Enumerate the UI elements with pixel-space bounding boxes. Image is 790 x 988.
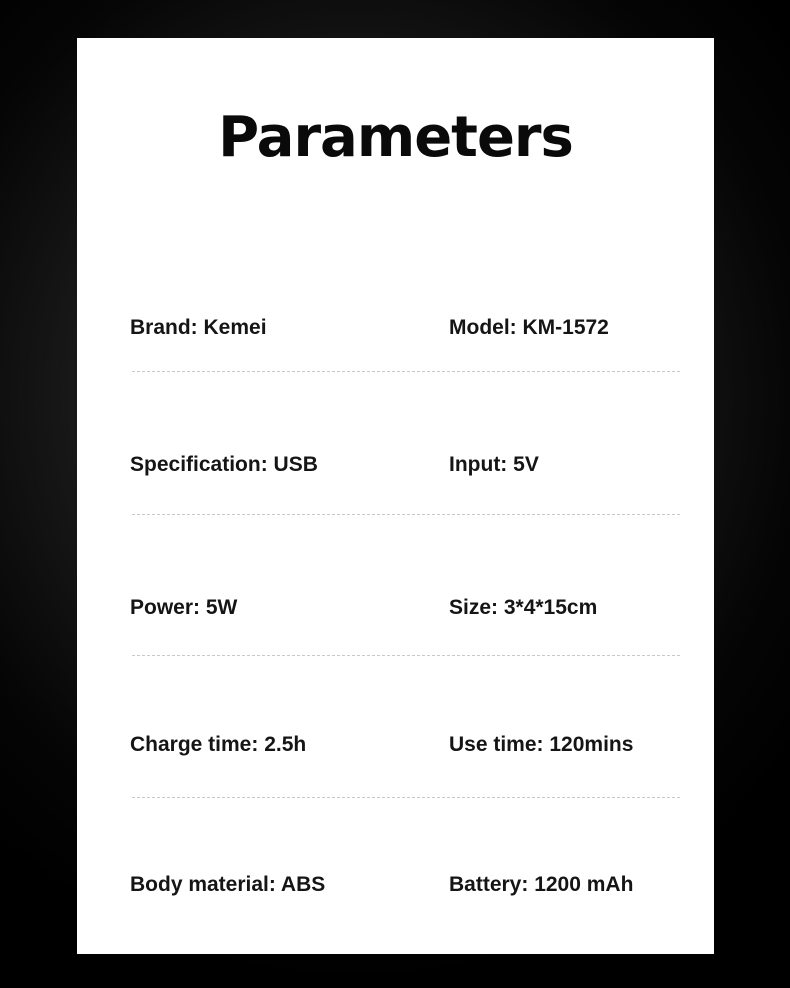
param-input: Input: 5V: [449, 453, 539, 476]
param-specification: Specification: USB: [130, 453, 318, 476]
param-row-charge-use-time: [130, 730, 680, 760]
param-row-power-size: [130, 593, 680, 623]
param-charge-time: Charge time: 2.5h: [130, 733, 307, 756]
param-battery: Battery: 1200 mAh: [449, 873, 634, 896]
param-model: Model: KM-1572: [449, 316, 609, 339]
row-divider: [132, 655, 680, 656]
row-divider: [132, 371, 680, 372]
param-row-specification-input: [130, 450, 680, 480]
param-row-brand-model: [130, 313, 680, 343]
page-title: Parameters: [218, 105, 573, 170]
param-row-material-battery: [130, 870, 680, 900]
param-body-material: Body material: ABS: [130, 873, 326, 896]
param-use-time: Use time: 120mins: [449, 733, 634, 756]
parameters-card: [77, 38, 714, 954]
param-size: Size: 3*4*15cm: [449, 596, 598, 619]
row-divider: [132, 514, 680, 515]
param-power: Power: 5W: [130, 596, 238, 619]
row-divider: [132, 797, 680, 798]
param-brand: Brand: Kemei: [130, 316, 267, 339]
